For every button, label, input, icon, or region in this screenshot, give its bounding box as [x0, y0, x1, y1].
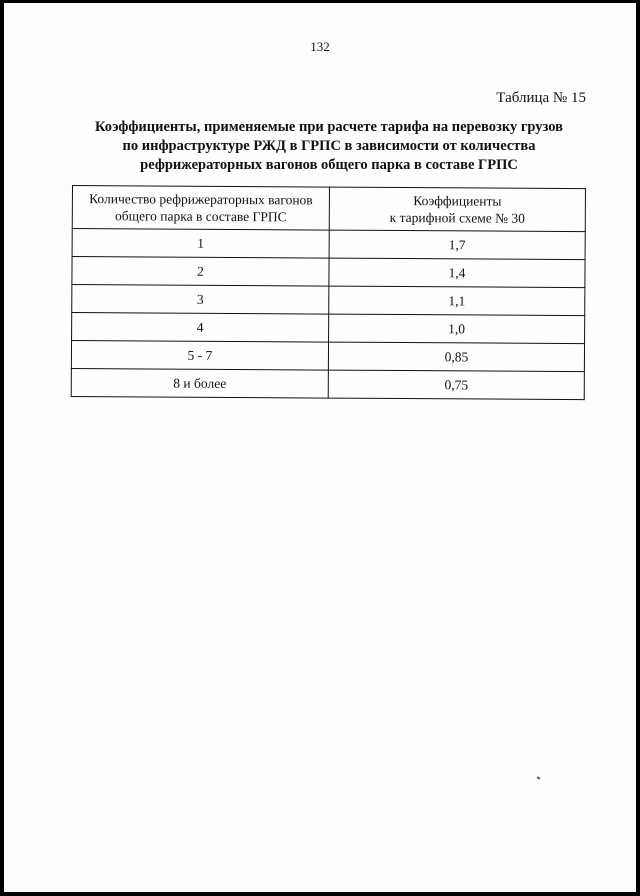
- table-title-line: рефрижераторных вагонов общего парка в составе ГРПС: [140, 157, 518, 173]
- wagon-count-cell: 3: [72, 285, 329, 315]
- header-line: общего парка в составе ГРПС: [114, 208, 287, 225]
- wagon-count-cell: 1: [72, 229, 329, 259]
- coefficient-cell: 1,7: [329, 230, 585, 260]
- table-row: [72, 313, 585, 344]
- table-title-line: Коэффициенты, применяемые при расчете тарифа на перевозку грузов: [94, 119, 564, 135]
- header-coefficient: [329, 187, 585, 232]
- table-title-line: по инфраструктуре РЖД в ГРПС в зависимости от количества: [122, 138, 536, 154]
- document-page: [4, 3, 636, 892]
- header-line: Количество рефрижераторных вагонов: [89, 191, 313, 208]
- wagon-count-cell: 4: [72, 313, 329, 343]
- table-row: [72, 229, 585, 260]
- table-title: [64, 118, 594, 175]
- wagon-count-cell: 2: [72, 257, 329, 287]
- table-number: Таблица № 15: [496, 90, 586, 106]
- table-header-row: [72, 186, 585, 232]
- page-number: 132: [310, 39, 330, 54]
- coefficient-cell: 0,85: [328, 342, 584, 372]
- coefficients-table: [71, 185, 586, 400]
- wagon-count-cell: 5 - 7: [71, 341, 328, 371]
- header-wagon-count: [72, 186, 329, 231]
- coefficient-cell: 1,4: [329, 258, 585, 288]
- table-row: [72, 257, 585, 288]
- coefficient-cell: 1,0: [329, 314, 585, 344]
- table-row: [71, 368, 584, 399]
- header-line: Коэффициенты: [413, 193, 502, 209]
- header-line: к тарифной схеме № 30: [389, 209, 525, 226]
- wagon-count-cell: 8 и более: [71, 368, 328, 398]
- coefficient-cell: 1,1: [329, 286, 585, 316]
- coefficient-cell: 0,75: [328, 370, 584, 400]
- table-row: [72, 285, 585, 316]
- table-row: [71, 341, 584, 372]
- scan-speck: [537, 776, 541, 779]
